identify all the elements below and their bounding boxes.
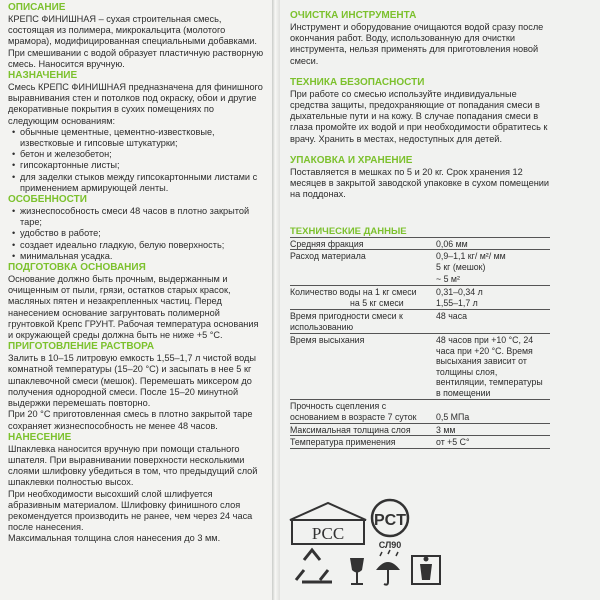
feature-item: • минимальная усадка. — [8, 251, 266, 262]
feature-item: • жизнеспособность смеси 48 часов в плотно закрытой таре; — [8, 206, 266, 228]
heading-packaging: УПАКОВКА И ХРАНЕНИЕ — [290, 154, 413, 166]
heading-safety: ТЕХНИКА БЕЗОПАСНОСТИ — [290, 76, 425, 88]
description-text-1: КРЕПС ФИНИШНАЯ – сухая строительная смесь, состоящая из полимера, микрокальцита (молотого мрамора), модифицированная специальными добавками. — [8, 14, 257, 47]
table-row: Прочность сцепления с основанием в возрасте 7 суток 0,5 МПа — [290, 399, 550, 424]
mixing-text-2: При 20 °С приготовленная смесь в плотно закрытой таре сохраняет жизнеспособность не менее 48 часов. — [8, 409, 253, 431]
pcc-certification-icon — [290, 503, 366, 544]
purpose-item: • гипсокартонные листы; — [8, 160, 266, 171]
heading-application: НАНЕСЕНИЕ — [8, 431, 72, 443]
heading-purpose: НАЗНАЧЕНИЕ — [8, 70, 78, 82]
table-row: Время пригодности смеси к использованию 48 часа — [290, 309, 550, 334]
heading-tool-cleaning: ОЧИСТКА ИНСТРУМЕНТА — [290, 10, 417, 21]
recycle-icon — [296, 550, 332, 582]
right-panel — [280, 0, 600, 600]
svg-text:РСС: РСС — [311, 524, 345, 543]
feature-item: • создает идеально гладкую, белую поверхность; — [8, 240, 266, 251]
svg-text:PCT: PCT — [374, 512, 406, 529]
heading-surface-prep: ПОДГОТОВКА ОСНОВАНИЯ — [8, 262, 146, 274]
surface-prep-text: Основание должно быть прочным, выдержанным и очищенным от пыли, грязи, остатков старых красок, масляных пятен и незакрепленных частиц. Перед нанесением основание загрунтовать полимерной грунтовкой Крепс ГРУНТ. Рабочая температура основания и окружающей среды должна быть не ниже +5 °С. — [8, 274, 259, 341]
purpose-item: • бетон и железобетон; — [8, 149, 266, 160]
table-row: Максимальная толщина слоя 3 мм — [290, 423, 550, 436]
description-text-2: При смешивании с водой образует пластичную растворную смесь. Наносится вручную. — [8, 47, 264, 69]
table-row: на 5 кг смеси 1,55–1,7 л — [350, 298, 478, 308]
heading-description: ОПИСАНИЕ — [8, 2, 66, 13]
purpose-item: • для заделки стыков между гипсокартонными листами с применением армирующей ленты. — [8, 172, 266, 194]
table-row: ~ 5 м² — [436, 274, 460, 284]
left-panel — [0, 0, 272, 600]
table-row: Температура применения от +5 С° — [290, 435, 550, 449]
icons-area — [280, 0, 600, 600]
mixing-text-1: Залить в 10–15 литровую емкость 1,55–1,7 л чистой воды комнатной температуры (15–20 °С) и засыпать в нее 5 кг шпаклевочной смеси (мешок). Перемешать миксером до получения однородной смеси. После 15–20 минутной выдержки перемешать повторно. — [8, 353, 256, 409]
purpose-item: • обычные цементные, цементно-известковые, известковые и гипсовые штукатурки; — [8, 127, 266, 149]
table-row: Расход материала 0,9–1,1 кг/ м²/ мм — [290, 249, 550, 262]
application-text-1: Шпаклевка наносится вручную при помощи стального шпателя. При выравнивании поверхности несколькими слоями шлифовку убедиться в том, что предыдущий слой шпаклевки полностью высох. — [8, 443, 258, 488]
packaging-text: Поставляется в мешках по 5 и 20 кг. Срок хранения 12 месяцев в закрытой заводской упаковке в сухом помещении на поддонах. — [290, 166, 550, 200]
heading-mixing: ПРИГОТОВЛЕНИЕ РАСТВОРА — [8, 341, 155, 353]
application-text-3: Максимальная толщина слоя нанесения до 3 мм. — [8, 533, 221, 544]
table-row: Средняя фракция 0,06 мм — [290, 237, 550, 250]
fragile-glass-icon — [350, 558, 364, 584]
safety-text: При работе со смесью используйте индивидуальные средства защиты, предохраняющие от попадания смеси в дыхательные пути и на кожу. В случае попадания смеси в глаза промойте их водой и при необходимости обратитесь к врачу. Хранить в местах, недоступных для детей. — [290, 88, 548, 144]
dispose-in-bin-icon — [412, 556, 440, 584]
table-row: Количество воды на 1 кг смеси 0,31–0,34 л — [290, 285, 550, 298]
table-row: 5 кг (мешок) — [436, 262, 486, 272]
heading-technical-data: ТЕХНИЧЕСКИЕ ДАННЫЕ — [290, 226, 407, 237]
heading-features: ОСОБЕННОСТИ — [8, 194, 87, 206]
application-text-2: При необходимости высохший слой шлифуется абразивным материалом. Шлифовку финишного слоя рекомендуется производить не ранее, чем через 24 часа после нанесения. — [8, 488, 253, 533]
purpose-text: Смесь КРЕПС ФИНИШНАЯ предназначена для финишного выравнивания стен и потолков под окраску, обои и другие декоративные покрытия в сухих помещениях по следующим основаниям: — [8, 82, 263, 126]
table-row: Время высыхания 48 часов при +10 °С, 24 часа при +20 °С. Время высыхания зависит от толщины слоя, вентиляции, температуры в помещении — [290, 333, 550, 400]
tool-cleaning-text: Инструмент и оборудование очищаются водой сразу после окончания работ. Воду, использованную для очистки инструмента, нельзя применять для приготовления новой смеси. — [290, 22, 544, 66]
rst-certification-icon — [372, 500, 408, 550]
page-fold — [272, 0, 280, 600]
keep-dry-umbrella-icon — [376, 550, 400, 585]
feature-item: • удобство в работе; — [8, 228, 266, 239]
svg-text:СЛ90: СЛ90 — [378, 540, 402, 550]
